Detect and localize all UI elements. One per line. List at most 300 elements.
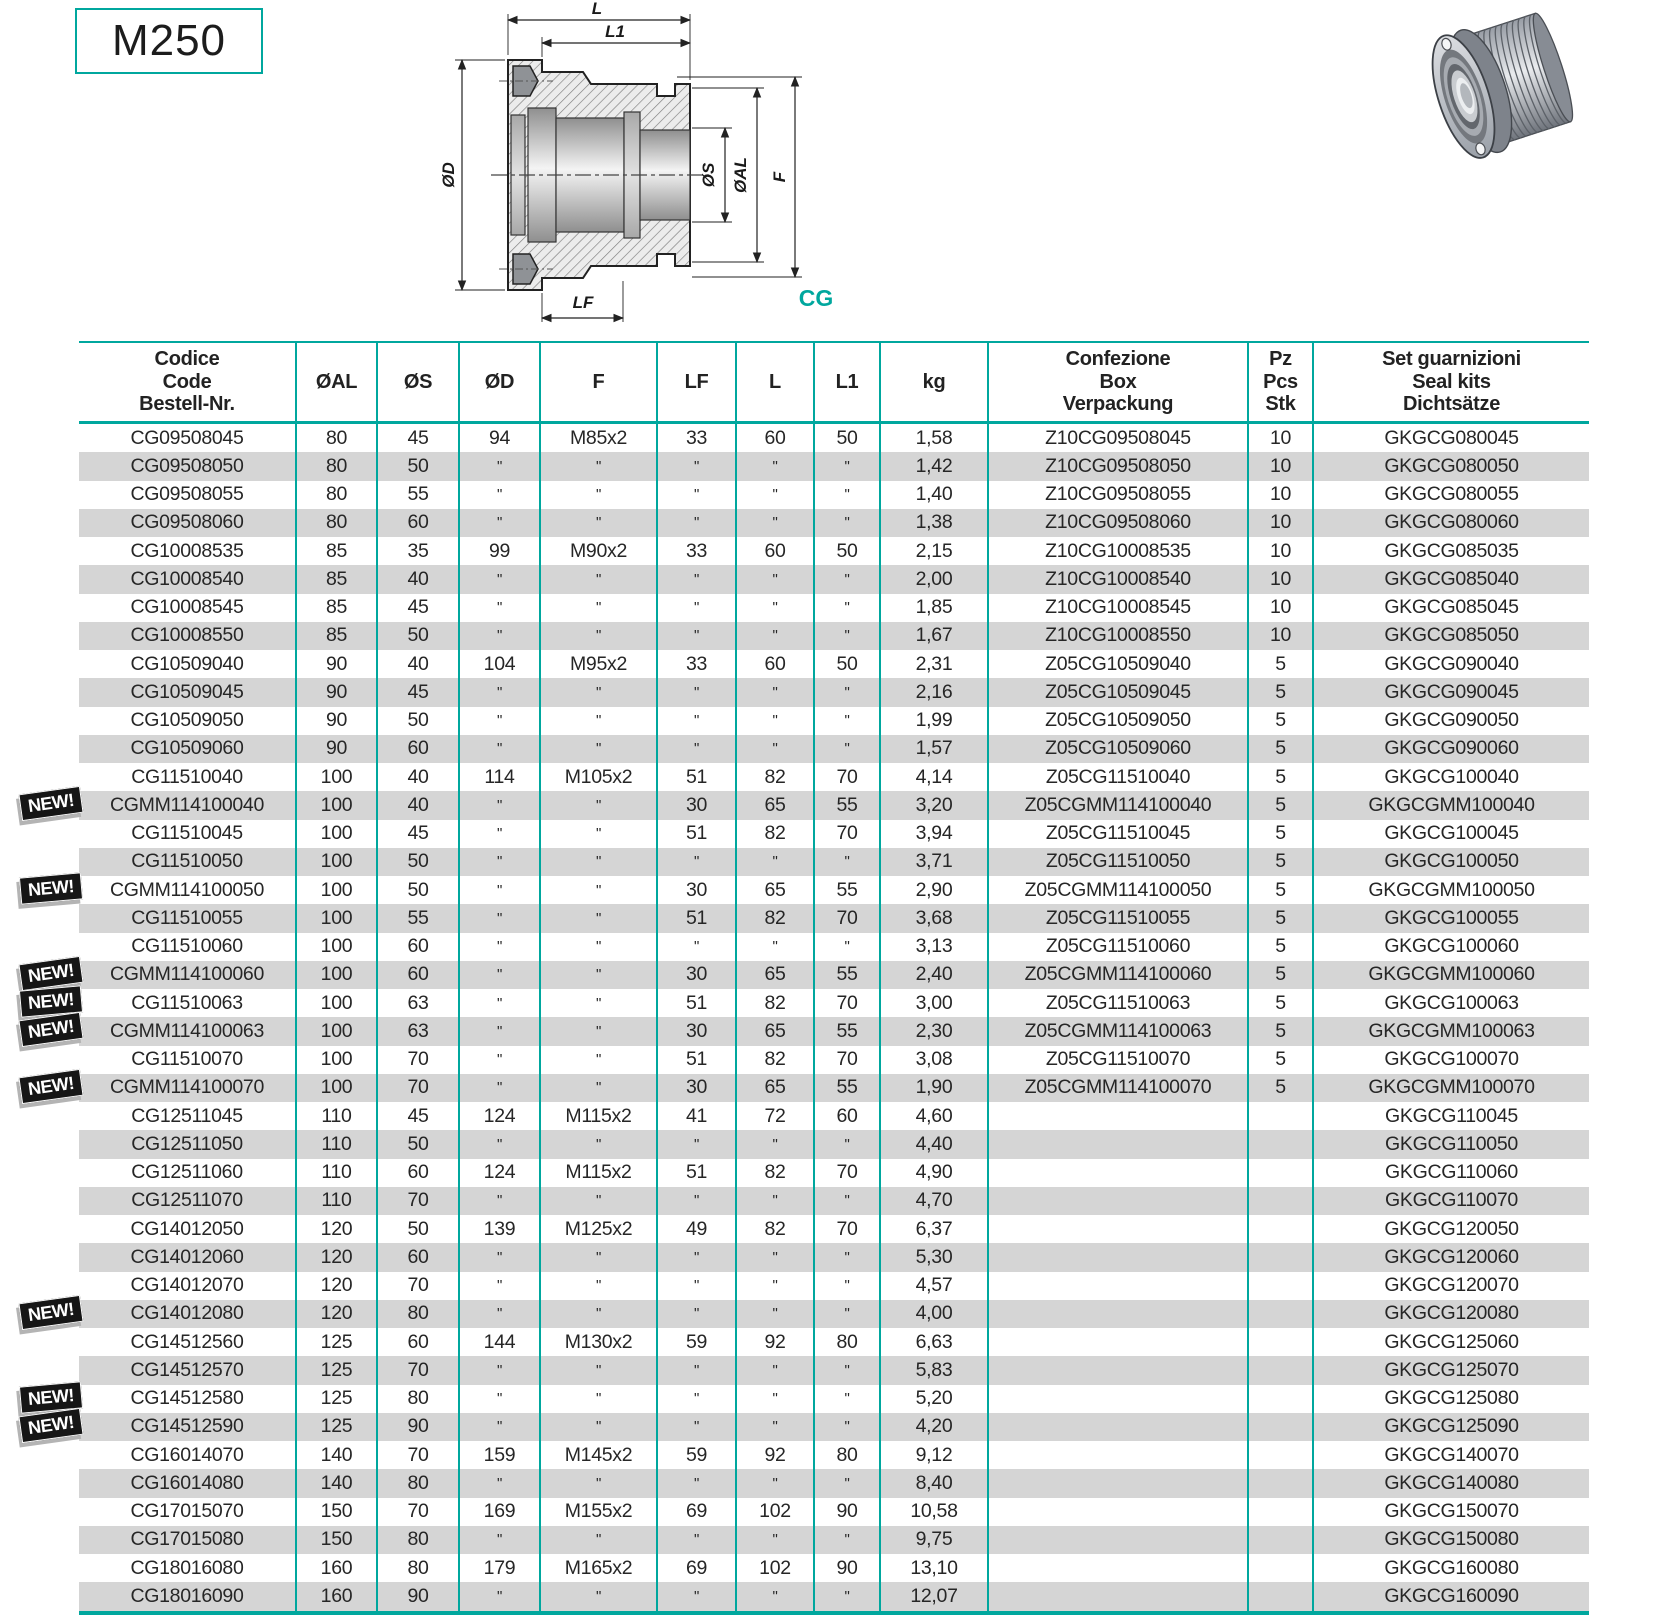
cell-code: CG11510040 (131, 765, 243, 788)
cell-al: 125 (296, 1385, 377, 1413)
cell-kg: 4,60 (880, 1102, 988, 1130)
cell-d: " (459, 961, 540, 989)
cell-al: 100 (296, 933, 377, 961)
cell-pz: 5 (1248, 961, 1313, 989)
cell-box (988, 1498, 1248, 1526)
cell-pz: 5 (1248, 820, 1313, 848)
cell-f: " (540, 820, 657, 848)
cell-al: 125 (296, 1413, 377, 1441)
cell-l: 60 (736, 537, 814, 565)
cell-d: " (459, 989, 540, 1017)
cell-pz: 10 (1248, 481, 1313, 509)
cell-box: Z05CGMM114100050 (988, 876, 1248, 904)
cell-code: CG10008540 (130, 567, 244, 590)
page-title: M250 (111, 16, 227, 65)
cell-lf: " (657, 1582, 736, 1612)
new-badge: NEW! (18, 786, 83, 821)
cell-code: CG12511060 (131, 1161, 243, 1184)
cell-al: 85 (296, 565, 377, 593)
cell-l: " (736, 594, 814, 622)
cell-box (988, 1300, 1248, 1328)
cell-kg: 1,57 (880, 735, 988, 763)
cell-kg: 4,40 (880, 1130, 988, 1158)
cell-code: CG17015070 (130, 1500, 244, 1523)
table-row (79, 904, 1589, 932)
cell-lf: 33 (657, 537, 736, 565)
cell-code: CG11510045 (131, 822, 243, 845)
cell-f: " (540, 791, 657, 819)
series-label: CG (798, 285, 834, 311)
table-row (79, 1300, 1589, 1328)
cell-d: " (459, 791, 540, 819)
cell-al: 80 (296, 509, 377, 537)
cell-l: " (736, 1187, 814, 1215)
cell-kit: GKGCGMM100070 (1313, 1074, 1589, 1102)
table-row (79, 1017, 1589, 1045)
table-row (79, 1441, 1589, 1469)
cell-s: 50 (377, 1130, 459, 1158)
cell-kg: 2,00 (880, 565, 988, 593)
cell-d: " (459, 481, 540, 509)
cell-l1: 55 (814, 1074, 880, 1102)
cell-kg: 12,07 (880, 1582, 988, 1612)
cell-al: 100 (296, 1046, 377, 1074)
cell-s: 70 (377, 1498, 459, 1526)
table-row (79, 735, 1589, 763)
cell-pz (1248, 1413, 1313, 1441)
cell-s: 90 (377, 1413, 459, 1441)
cell-kg: 3,20 (880, 791, 988, 819)
cell-kit: GKGCG090050 (1313, 707, 1589, 735)
cell-s: 60 (377, 1159, 459, 1187)
cell-kit: GKGCG090045 (1313, 678, 1589, 706)
cell-l: " (736, 1385, 814, 1413)
cell-d: " (459, 1300, 540, 1328)
cell-kit: GKGCG125070 (1313, 1356, 1589, 1384)
cell-l1: 90 (814, 1498, 880, 1526)
cell-kg: 3,08 (880, 1046, 988, 1074)
cell-l1: " (814, 1187, 880, 1215)
cell-s: 35 (377, 537, 459, 565)
dim-label-al: ØAL (731, 157, 750, 193)
cell-al: 110 (296, 1159, 377, 1187)
cell-d: " (459, 1469, 540, 1497)
cell-box (988, 1554, 1248, 1582)
cell-l1: " (814, 1356, 880, 1384)
cell-al: 100 (296, 791, 377, 819)
cell-kit: GKGCG100040 (1313, 763, 1589, 791)
cell-kg: 1,58 (880, 423, 988, 453)
cell-kit: GKGCG140080 (1313, 1469, 1589, 1497)
cell-kg: 3,68 (880, 904, 988, 932)
cell-al: 90 (296, 678, 377, 706)
cell-code: CG14012060 (130, 1245, 244, 1268)
cell-s: 80 (377, 1385, 459, 1413)
table-row (79, 707, 1589, 735)
cell-d: " (459, 565, 540, 593)
new-badge: NEW! (18, 1012, 83, 1047)
cell-code: CG09508045 (130, 426, 244, 449)
cell-kit: GKGCG100045 (1313, 820, 1589, 848)
table-row (79, 423, 1589, 453)
cell-pz: 5 (1248, 707, 1313, 735)
cell-l: " (736, 1272, 814, 1300)
cell-pz (1248, 1328, 1313, 1356)
cell-al: 100 (296, 1017, 377, 1045)
cell-f: " (540, 452, 657, 480)
cell-d: " (459, 1526, 540, 1554)
cell-l1: " (814, 1300, 880, 1328)
cell-al: 120 (296, 1272, 377, 1300)
new-badge: NEW! (19, 986, 83, 1018)
cell-kit: GKGCG100063 (1313, 989, 1589, 1017)
cell-d: 124 (459, 1159, 540, 1187)
cell-al: 125 (296, 1356, 377, 1384)
cell-s: 50 (377, 1215, 459, 1243)
cell-code: CG16014070 (130, 1443, 244, 1466)
cell-box (988, 1102, 1248, 1130)
cell-kit: GKGCGMM100063 (1313, 1017, 1589, 1045)
cell-box: Z10CG10008535 (988, 537, 1248, 565)
cell-pz: 10 (1248, 423, 1313, 453)
cell-d: " (459, 1017, 540, 1045)
col-header-box: Confezione Box Verpackung (988, 342, 1248, 423)
cell-l: " (736, 1130, 814, 1158)
cell-lf: 33 (657, 650, 736, 678)
table-row (79, 1413, 1589, 1441)
cell-kit: GKGCG080055 (1313, 481, 1589, 509)
cell-box (988, 1441, 1248, 1469)
cell-l: " (736, 678, 814, 706)
cell-code: CG14512590 (130, 1415, 244, 1438)
table-row (79, 452, 1589, 480)
cell-f: " (540, 1582, 657, 1612)
cell-l1: 50 (814, 537, 880, 565)
cell-l: 65 (736, 961, 814, 989)
cell-box: Z05CGMM114100040 (988, 791, 1248, 819)
cell-kit: GKGCG110070 (1313, 1187, 1589, 1215)
cell-lf: 33 (657, 423, 736, 453)
cell-code: CG10008535 (130, 539, 244, 562)
cell-box: Z05CG10509060 (988, 735, 1248, 763)
cell-kg: 8,40 (880, 1469, 988, 1497)
cell-code: CG12511070 (131, 1189, 243, 1212)
cell-l: 82 (736, 904, 814, 932)
cell-pz: 10 (1248, 622, 1313, 650)
cell-kit: GKGCG085035 (1313, 537, 1589, 565)
cell-box (988, 1385, 1248, 1413)
cell-d: " (459, 1046, 540, 1074)
cell-l1: 55 (814, 876, 880, 904)
cell-pz: 5 (1248, 1017, 1313, 1045)
table-row (79, 565, 1589, 593)
cell-pz (1248, 1215, 1313, 1243)
table-row (79, 1328, 1589, 1356)
cell-code: CG10509060 (130, 737, 244, 760)
cell-l1: " (814, 1526, 880, 1554)
cell-pz: 5 (1248, 735, 1313, 763)
cell-al: 110 (296, 1187, 377, 1215)
cell-box (988, 1582, 1248, 1612)
cell-l: 82 (736, 820, 814, 848)
cell-s: 60 (377, 961, 459, 989)
cell-f: " (540, 1526, 657, 1554)
table-row (79, 791, 1589, 819)
cell-code: CG14012080 (130, 1302, 244, 1325)
cell-code: CG10008545 (130, 596, 244, 619)
cell-kit: GKGCGMM100050 (1313, 876, 1589, 904)
cell-box: Z10CG10008550 (988, 622, 1248, 650)
cell-l1: " (814, 565, 880, 593)
cell-f: " (540, 1130, 657, 1158)
cell-lf: " (657, 594, 736, 622)
cell-lf: 59 (657, 1441, 736, 1469)
cell-kg: 5,83 (880, 1356, 988, 1384)
col-header-code: Codice Code Bestell-Nr. (79, 342, 296, 423)
cell-s: 60 (377, 1243, 459, 1271)
cell-f: " (540, 876, 657, 904)
cell-s: 80 (377, 1300, 459, 1328)
cell-al: 100 (296, 848, 377, 876)
cell-l1: 90 (814, 1554, 880, 1582)
cell-l: " (736, 1300, 814, 1328)
cell-s: 60 (377, 509, 459, 537)
cell-pz: 10 (1248, 565, 1313, 593)
cell-pz: 5 (1248, 791, 1313, 819)
cell-al: 80 (296, 481, 377, 509)
cell-f: " (540, 1187, 657, 1215)
cell-l: 82 (736, 989, 814, 1017)
cell-code: CGMM114100050 (110, 878, 264, 901)
cell-pz (1248, 1272, 1313, 1300)
cell-code: CGMM114100060 (110, 963, 264, 986)
cell-pz: 5 (1248, 1074, 1313, 1102)
cell-lf: 30 (657, 1017, 736, 1045)
cell-al: 90 (296, 650, 377, 678)
cell-kg: 5,20 (880, 1385, 988, 1413)
cell-l: 72 (736, 1102, 814, 1130)
cell-pz: 5 (1248, 650, 1313, 678)
new-badge: NEW! (19, 1381, 83, 1413)
cell-al: 110 (296, 1130, 377, 1158)
cell-l1: " (814, 1130, 880, 1158)
cell-l: " (736, 1243, 814, 1271)
cell-l1: " (814, 1272, 880, 1300)
cell-al: 150 (296, 1526, 377, 1554)
cell-l: " (736, 933, 814, 961)
cell-pz: 5 (1248, 989, 1313, 1017)
cell-box: Z05CG10509045 (988, 678, 1248, 706)
cell-kg: 4,14 (880, 763, 988, 791)
cell-al: 140 (296, 1469, 377, 1497)
cell-s: 45 (377, 423, 459, 453)
table-row (79, 961, 1589, 989)
cell-kg: 1,38 (880, 509, 988, 537)
cell-s: 45 (377, 594, 459, 622)
cell-l1: 80 (814, 1441, 880, 1469)
table-row (79, 848, 1589, 876)
cell-code: CG12511045 (131, 1104, 243, 1127)
cell-code: CG17015080 (130, 1528, 244, 1551)
cell-kg: 3,13 (880, 933, 988, 961)
cell-pz (1248, 1130, 1313, 1158)
cell-d: 99 (459, 537, 540, 565)
cell-box: Z05CG11510040 (988, 763, 1248, 791)
cell-lf: " (657, 678, 736, 706)
cell-f: M125x2 (540, 1215, 657, 1243)
cell-d: " (459, 1356, 540, 1384)
cell-pz: 10 (1248, 537, 1313, 565)
cell-code: CG11510055 (131, 906, 243, 929)
cell-pz (1248, 1554, 1313, 1582)
cell-al: 120 (296, 1215, 377, 1243)
cell-l1: 55 (814, 1017, 880, 1045)
cell-f: " (540, 1272, 657, 1300)
cell-d: " (459, 1272, 540, 1300)
cell-kg: 4,70 (880, 1187, 988, 1215)
table-row (79, 1215, 1589, 1243)
cell-s: 80 (377, 1469, 459, 1497)
cell-lf: " (657, 1130, 736, 1158)
table-row (79, 989, 1589, 1017)
cell-lf: " (657, 509, 736, 537)
cell-code: CG14012050 (130, 1217, 244, 1240)
cell-l1: 55 (814, 961, 880, 989)
cell-pz (1248, 1469, 1313, 1497)
cell-box: Z10CG09508050 (988, 452, 1248, 480)
table-row (79, 1582, 1589, 1612)
new-badge: NEW! (18, 956, 83, 991)
cell-l1: " (814, 678, 880, 706)
cell-pz: 10 (1248, 594, 1313, 622)
cell-lf: " (657, 1356, 736, 1384)
cell-lf: 51 (657, 1159, 736, 1187)
cell-f: " (540, 678, 657, 706)
cell-box (988, 1356, 1248, 1384)
cell-box: Z10CG10008545 (988, 594, 1248, 622)
cell-l1: " (814, 1243, 880, 1271)
cell-lf: " (657, 1243, 736, 1271)
table-row (79, 1130, 1589, 1158)
cell-box: Z10CG10008540 (988, 565, 1248, 593)
cell-lf: " (657, 1469, 736, 1497)
cell-box: Z05CGMM114100070 (988, 1074, 1248, 1102)
cell-s: 40 (377, 763, 459, 791)
cell-kit: GKGCG100055 (1313, 904, 1589, 932)
cell-code: CG11510050 (131, 850, 243, 873)
cell-f: " (540, 735, 657, 763)
col-header-pz: Pz Pcs Stk (1248, 342, 1313, 423)
cell-l1: " (814, 509, 880, 537)
cell-s: 80 (377, 1554, 459, 1582)
cell-l1: 70 (814, 904, 880, 932)
table-row (79, 1498, 1589, 1526)
table-row (79, 1554, 1589, 1582)
cell-l: 92 (736, 1328, 814, 1356)
cell-s: 63 (377, 1017, 459, 1045)
table-row (79, 1074, 1589, 1102)
table-body (79, 423, 1589, 1613)
cell-kg: 10,58 (880, 1498, 988, 1526)
cell-kg: 6,63 (880, 1328, 988, 1356)
cell-kit: GKGCG125090 (1313, 1413, 1589, 1441)
cell-box (988, 1187, 1248, 1215)
cell-lf: 51 (657, 763, 736, 791)
col-header-kg: kg (880, 342, 988, 423)
cell-kg: 4,90 (880, 1159, 988, 1187)
cell-box: Z05CG11510050 (988, 848, 1248, 876)
cell-f: M95x2 (540, 650, 657, 678)
cell-lf: " (657, 1300, 736, 1328)
cell-s: 45 (377, 678, 459, 706)
table-row (79, 1243, 1589, 1271)
cell-al: 85 (296, 622, 377, 650)
cell-d: " (459, 735, 540, 763)
dim-label-f: F (770, 171, 789, 183)
cell-al: 160 (296, 1582, 377, 1612)
cell-f: " (540, 904, 657, 932)
cell-pz (1248, 1300, 1313, 1328)
cell-al: 125 (296, 1328, 377, 1356)
cell-lf: 51 (657, 989, 736, 1017)
cell-s: 50 (377, 848, 459, 876)
cell-f: M105x2 (540, 763, 657, 791)
cell-l1: 70 (814, 989, 880, 1017)
cell-al: 120 (296, 1243, 377, 1271)
cell-l1: 70 (814, 820, 880, 848)
cell-al: 100 (296, 1074, 377, 1102)
cell-l: 82 (736, 1215, 814, 1243)
cell-pz: 5 (1248, 848, 1313, 876)
cell-kit: GKGCGMM100040 (1313, 791, 1589, 819)
cell-f: " (540, 1300, 657, 1328)
cell-lf: " (657, 735, 736, 763)
cell-kit: GKGCG100060 (1313, 933, 1589, 961)
cell-box (988, 1469, 1248, 1497)
cell-l1: 70 (814, 1215, 880, 1243)
cell-al: 85 (296, 537, 377, 565)
cell-lf: 30 (657, 1074, 736, 1102)
cell-l: 65 (736, 1017, 814, 1045)
cell-d: 144 (459, 1328, 540, 1356)
cell-code: CG18016080 (130, 1556, 244, 1579)
cell-l: 102 (736, 1498, 814, 1526)
cell-code: CG10509050 (130, 709, 244, 732)
cell-f: M85x2 (540, 423, 657, 453)
cell-l: " (736, 1526, 814, 1554)
cell-pz: 5 (1248, 933, 1313, 961)
cell-f: " (540, 594, 657, 622)
page-title-box (75, 8, 263, 74)
cell-pz: 10 (1248, 509, 1313, 537)
cell-kit: GKGCG110045 (1313, 1102, 1589, 1130)
cell-kg: 2,40 (880, 961, 988, 989)
cell-d: " (459, 678, 540, 706)
col-header-f: F (540, 342, 657, 423)
cell-kg: 4,20 (880, 1413, 988, 1441)
cell-kg: 3,94 (880, 820, 988, 848)
cell-l: " (736, 1582, 814, 1612)
cell-d: " (459, 1187, 540, 1215)
cell-s: 70 (377, 1187, 459, 1215)
cell-f: M165x2 (540, 1554, 657, 1582)
cell-kit: GKGCG125060 (1313, 1328, 1589, 1356)
cell-d: " (459, 707, 540, 735)
col-header-l: L (736, 342, 814, 423)
cell-al: 80 (296, 423, 377, 453)
cell-kg: 3,71 (880, 848, 988, 876)
product-photo (1398, 2, 1588, 172)
